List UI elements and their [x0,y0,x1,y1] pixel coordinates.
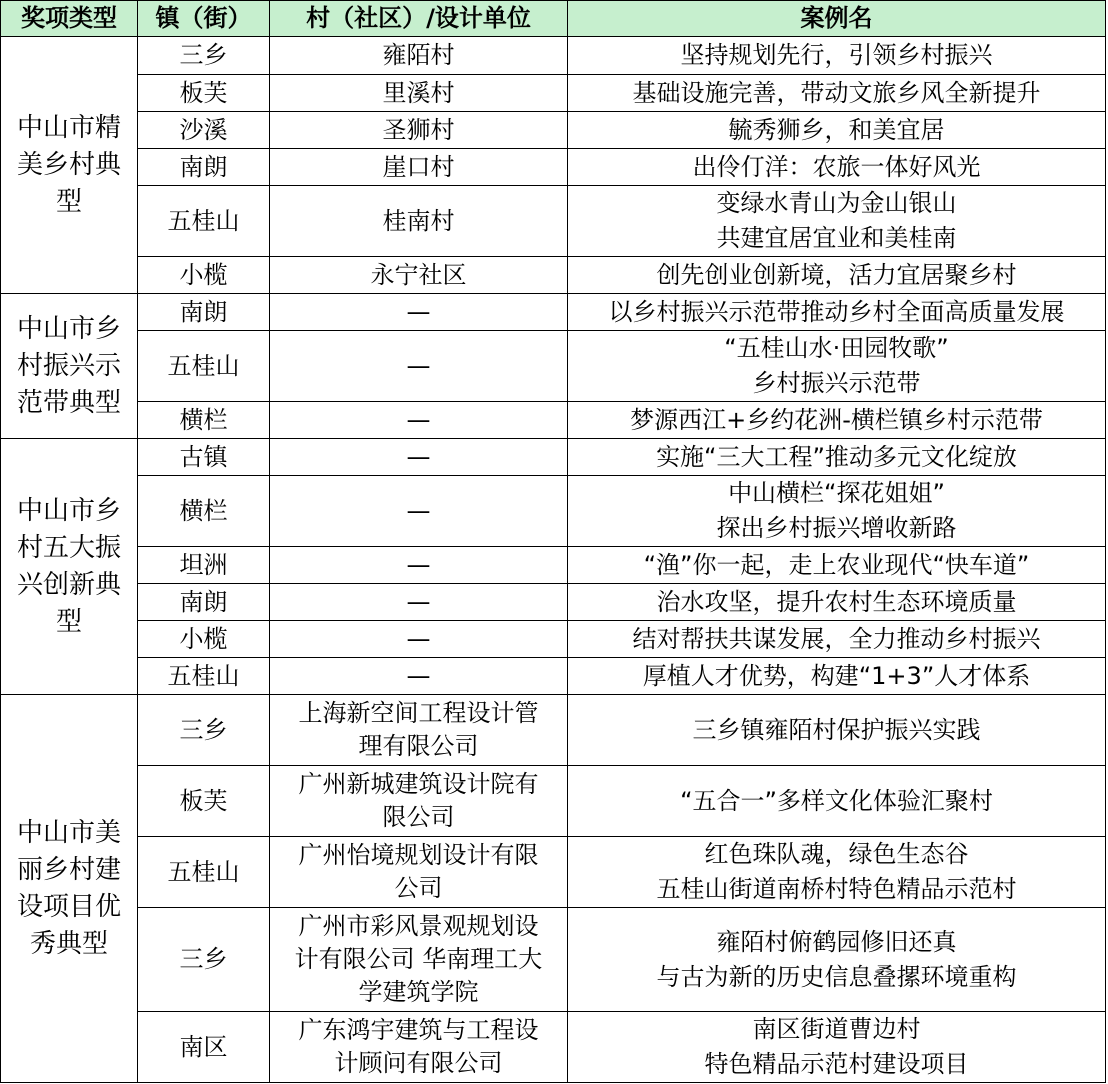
table-row [1,837,1106,908]
case-cell: 三乡镇雍陌村保护振兴实践 [568,695,1106,766]
case-cell: “渔”你一起，走上农业现代“快车道” [568,547,1106,584]
village-cell: — [270,621,568,658]
village-cell: 崖口村 [270,149,568,186]
case-cell: 结对帮扶共谋发展，全力推动乡村振兴 [568,621,1106,658]
case-cell: 南区街道曹边村 特色精品示范村建设项目 [568,1012,1106,1083]
case-cell: 厚植人才优势，构建“1+3”人才体系 [568,658,1106,695]
table-row [1,186,1106,257]
town-cell: 板芙 [138,75,270,112]
case-cell: 雍陌村俯鹤园修旧还真 与古为新的历史信息叠摞环境重构 [568,908,1106,1012]
table-row [1,402,1106,439]
town-cell: 横栏 [138,476,270,547]
village-cell: — [270,584,568,621]
design-unit-cell: 广州市彩风景观规划设 计有限公司 华南理工大 学建筑学院 [270,908,568,1012]
town-cell: 五桂山 [138,331,270,402]
table-row [1,547,1106,584]
town-cell: 小榄 [138,621,270,658]
case-cell: 治水攻坚，提升农村生态环境质量 [568,584,1106,621]
village-cell: — [270,294,568,331]
case-cell: 毓秀狮乡，和美宜居 [568,112,1106,149]
header-row [1,1,1106,37]
town-cell: 坦洲 [138,547,270,584]
case-cell: 中山横栏“探花姐姐” 探出乡村振兴增收新路 [568,476,1106,547]
design-unit-cell: 上海新空间工程设计管 理有限公司 [270,695,568,766]
village-cell: — [270,439,568,476]
case-cell: 出伶仃洋：农旅一体好风光 [568,149,1106,186]
village-cell: 圣狮村 [270,112,568,149]
town-cell: 南朗 [138,149,270,186]
village-cell: — [270,547,568,584]
award-type-cell: 中山市乡村振兴示范带典型 [1,294,138,439]
table-row [1,439,1106,476]
town-cell: 古镇 [138,439,270,476]
header-town: 镇（街） [138,1,270,37]
table-row [1,331,1106,402]
town-cell: 三乡 [138,695,270,766]
case-cell: 变绿水青山为金山银山 共建宜居宜业和美桂南 [568,186,1106,257]
case-cell: 坚持规划先行，引领乡村振兴 [568,37,1106,75]
table-row [1,257,1106,294]
village-cell: 永宁社区 [270,257,568,294]
header-case-name: 案例名 [568,1,1106,37]
town-cell: 沙溪 [138,112,270,149]
village-cell: — [270,658,568,695]
village-cell: — [270,402,568,439]
header-award-type: 奖项类型 [1,1,138,37]
case-cell: 实施“三大工程”推动多元文化绽放 [568,439,1106,476]
case-cell: “五合一”多样文化体验汇聚村 [568,766,1106,837]
village-cell: 桂南村 [270,186,568,257]
village-cell: 里溪村 [270,75,568,112]
town-cell: 板芙 [138,766,270,837]
table-row [1,658,1106,695]
town-cell: 三乡 [138,908,270,1012]
town-cell: 三乡 [138,37,270,75]
case-cell: “五桂山水·田园牧歌” 乡村振兴示范带 [568,331,1106,402]
case-cell: 基础设施完善，带动文旅乡风全新提升 [568,75,1106,112]
design-unit-cell: 广州怡境规划设计有限 公司 [270,837,568,908]
award-type-cell: 中山市精美乡村典型 [1,37,138,294]
town-cell: 南朗 [138,584,270,621]
village-cell: — [270,331,568,402]
award-type-cell: 中山市乡村五大振兴创新典型 [1,439,138,695]
town-cell: 南区 [138,1012,270,1083]
town-cell: 五桂山 [138,186,270,257]
town-cell: 横栏 [138,402,270,439]
award-type-cell: 中山市美丽乡村建设项目优秀典型 [1,695,138,1083]
table-row [1,1012,1106,1083]
village-cell: 雍陌村 [270,37,568,75]
design-unit-cell: 广东鸿宇建筑与工程设 计顾问有限公司 [270,1012,568,1083]
table-row [1,766,1106,837]
table-row [1,908,1106,1012]
table-row [1,476,1106,547]
table-row [1,37,1106,75]
case-cell: 红色珠队魂，绿色生态谷 五桂山街道南桥村特色精品示范村 [568,837,1106,908]
design-unit-cell: 广州新城建筑设计院有 限公司 [270,766,568,837]
town-cell: 南朗 [138,294,270,331]
table-row [1,112,1106,149]
town-cell: 五桂山 [138,837,270,908]
case-cell: 以乡村振兴示范带推动乡村全面高质量发展 [568,294,1106,331]
case-cell: 梦源西江+乡约花洲-横栏镇乡村示范带 [568,402,1106,439]
table-row [1,621,1106,658]
table-row [1,75,1106,112]
village-cell: — [270,476,568,547]
header-village-unit: 村（社区）/设计单位 [270,1,568,37]
case-cell: 创先创业创新境，活力宜居聚乡村 [568,257,1106,294]
table-row [1,149,1106,186]
town-cell: 小榄 [138,257,270,294]
table-row [1,695,1106,766]
table-row [1,584,1106,621]
table-row [1,294,1106,331]
town-cell: 五桂山 [138,658,270,695]
